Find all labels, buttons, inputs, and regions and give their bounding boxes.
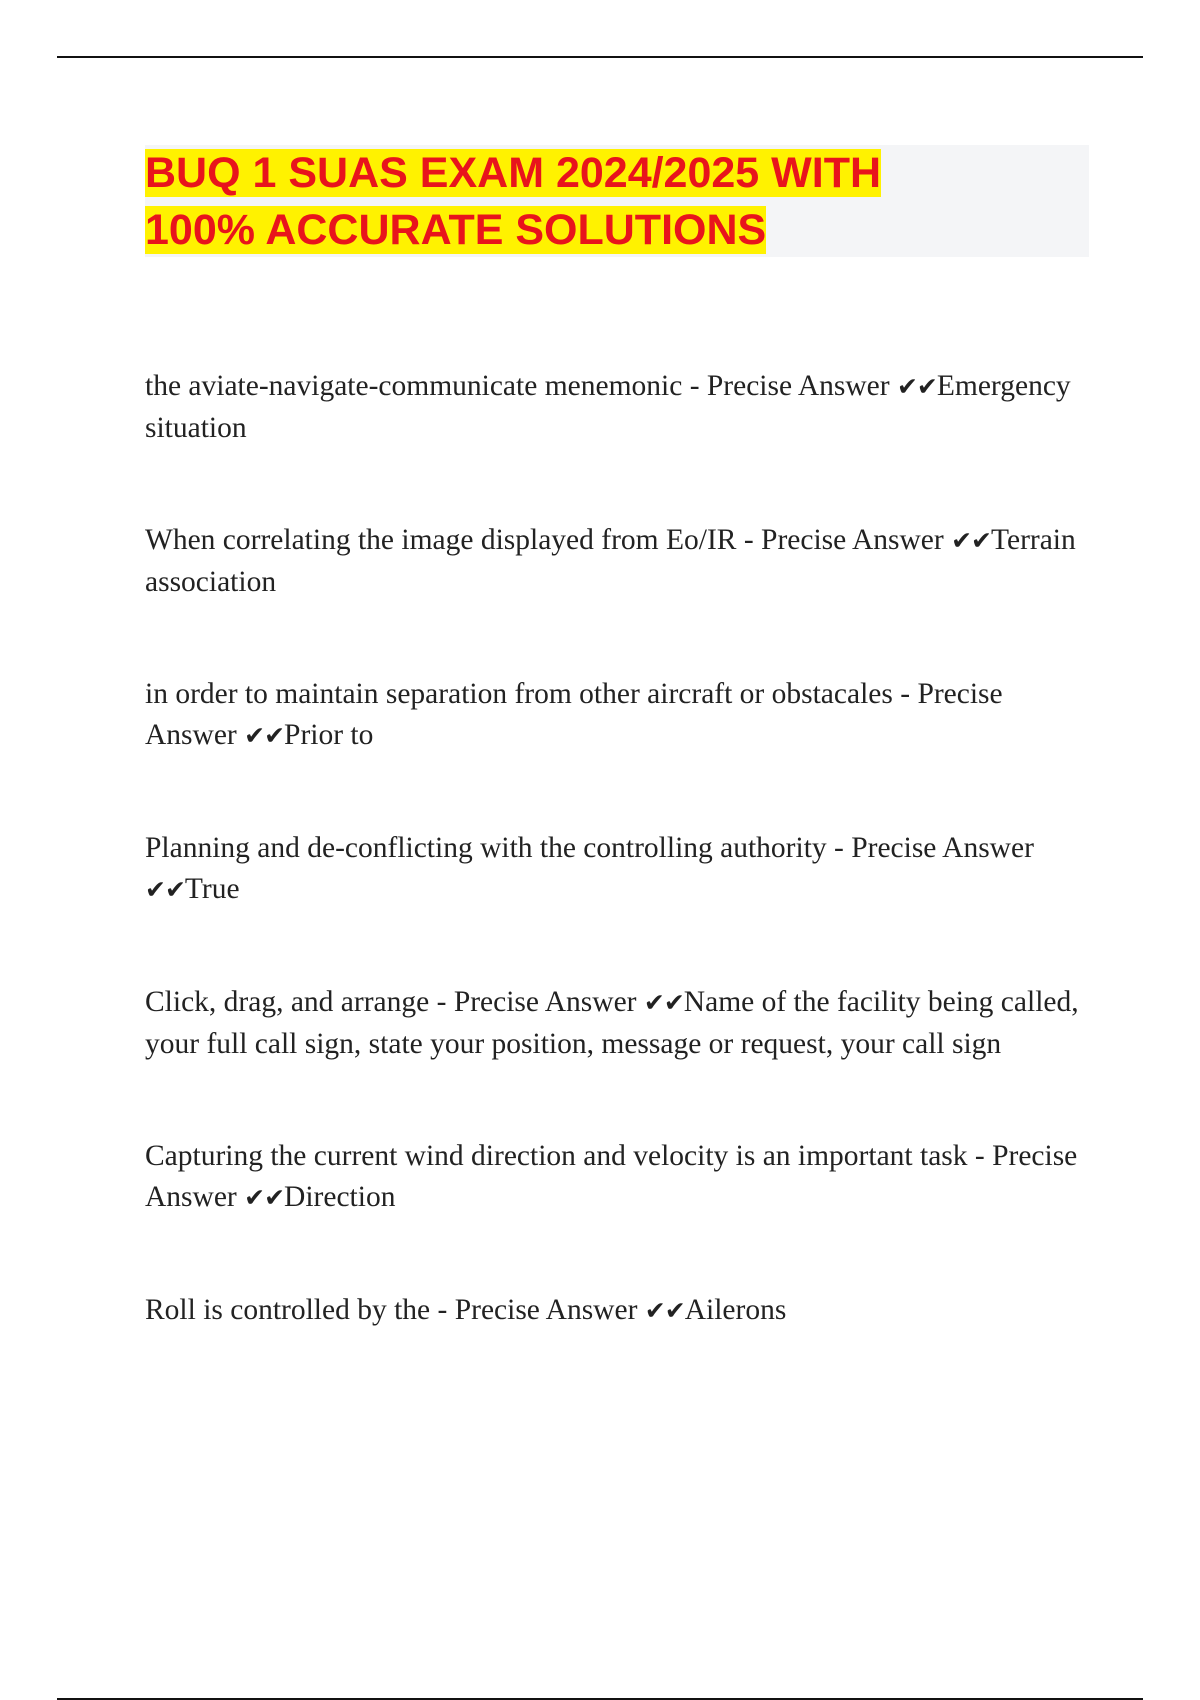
document-title xyxy=(145,145,1089,259)
qa-list xyxy=(145,366,1095,1332)
answer-text: Ailerons xyxy=(684,1294,787,1326)
header-rule xyxy=(57,56,1143,58)
question-text: in order to maintain separation from other aircraft or obstacales xyxy=(145,678,893,710)
answer-label: Precise Answer xyxy=(761,524,944,556)
qa-item xyxy=(145,366,1095,448)
qa-item xyxy=(145,674,1095,756)
qa-item xyxy=(145,982,1095,1064)
separator: - xyxy=(834,832,844,864)
answer-label: Precise Answer xyxy=(706,370,890,402)
double-check-icon: ✔✔ xyxy=(896,372,937,401)
double-check-icon: ✔✔ xyxy=(244,1182,285,1212)
question-text: When correlating the image displayed from Eo/IR xyxy=(145,524,737,556)
answer-text: Emergency situation xyxy=(145,370,1071,444)
answer-text: True xyxy=(184,872,240,905)
answer-label: Precise Answer xyxy=(145,678,1003,751)
question-text: the aviate-navigate-communicate menemonic xyxy=(145,370,683,402)
answer-text: Prior to xyxy=(284,718,374,751)
title-line-2: 100% ACCURATE SOLUTIONS xyxy=(145,206,767,254)
question-text: Planning and de-conflicting with the controlling authority xyxy=(145,832,827,864)
double-check-icon: ✔✔ xyxy=(644,1296,685,1325)
double-check-icon: ✔✔ xyxy=(643,988,684,1017)
double-check-icon: ✔✔ xyxy=(145,874,185,904)
answer-text: Name of the facility being called, your full call sign, state your position, message or request, your call sign xyxy=(145,986,1079,1060)
qa-item xyxy=(145,828,1095,910)
qa-item xyxy=(145,1136,1095,1218)
separator: - xyxy=(436,986,447,1018)
separator: - xyxy=(743,524,754,556)
answer-label: Precise Answer xyxy=(454,1294,638,1326)
separator: - xyxy=(900,678,911,710)
separator: - xyxy=(689,370,700,402)
qa-item xyxy=(145,520,1095,602)
double-check-icon: ✔✔ xyxy=(244,720,285,750)
separator: - xyxy=(437,1294,448,1326)
question-text: Roll is controlled by the xyxy=(145,1294,431,1326)
title-block xyxy=(145,145,1089,257)
answer-text: Terrain association xyxy=(145,524,1076,598)
qa-item xyxy=(145,1290,1095,1332)
answer-label: Precise Answer xyxy=(851,832,1034,864)
question-text: Capturing the current wind direction and velocity is an important task xyxy=(145,1140,968,1172)
answer-label: Precise Answer xyxy=(145,1140,1078,1213)
double-check-icon: ✔✔ xyxy=(951,526,992,555)
question-text: Click, drag, and arrange xyxy=(145,986,430,1018)
separator: - xyxy=(974,1140,985,1172)
title-line-1: BUQ 1 SUAS EXAM 2024/2025 WITH xyxy=(145,149,882,197)
answer-text: Direction xyxy=(284,1180,396,1213)
answer-label: Precise Answer xyxy=(453,986,637,1018)
